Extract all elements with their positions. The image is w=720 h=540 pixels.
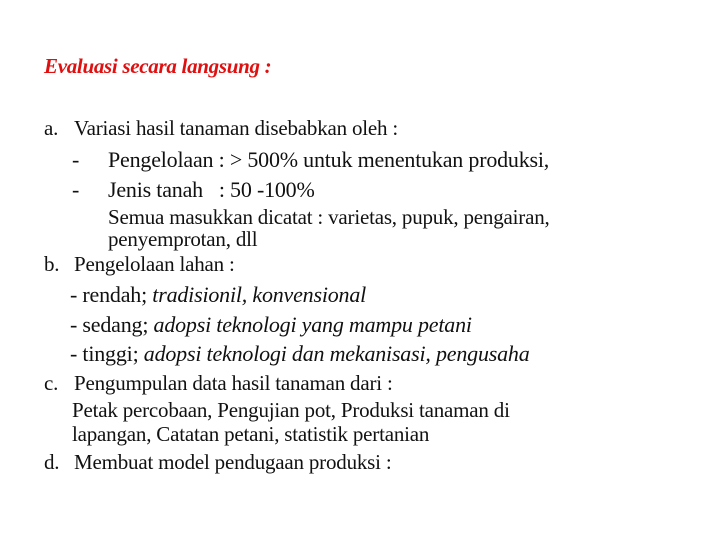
item-a-sub2-dash: - bbox=[72, 177, 80, 202]
item-c-marker: c. bbox=[44, 371, 59, 395]
item-b-medium-desc: adopsi teknologi yang mampu petani bbox=[153, 312, 472, 337]
item-d-marker: d. bbox=[44, 450, 60, 474]
item-b-marker: b. bbox=[44, 252, 60, 276]
item-b-medium-prefix: - sedang; bbox=[70, 312, 154, 337]
item-a-text: Variasi hasil tanaman disebabkan oleh : bbox=[74, 116, 399, 140]
item-a-note-line2: penyemprotan, dll bbox=[108, 227, 258, 251]
item-b-high-prefix: - tinggi; bbox=[70, 341, 144, 366]
item-a-note-line1: Semua masukkan dicatat : varietas, pupuk, pengairan, bbox=[108, 205, 550, 229]
item-a-sub2-text: Jenis tanah : 50 -100% bbox=[108, 177, 315, 202]
item-b-level-medium bbox=[70, 312, 472, 338]
item-d bbox=[44, 450, 391, 475]
item-a-sub1-dash: - bbox=[72, 147, 80, 172]
item-a-sub1 bbox=[72, 147, 549, 173]
item-b-low-prefix: - rendah; bbox=[70, 282, 153, 307]
item-a bbox=[44, 116, 398, 141]
item-c-line2: lapangan, Catatan petani, statistik pertanian bbox=[72, 422, 430, 446]
item-b bbox=[44, 252, 235, 277]
item-a-marker: a. bbox=[44, 116, 59, 140]
item-b-text: Pengelolaan lahan : bbox=[74, 252, 235, 276]
item-c-text: Pengumpulan data hasil tanaman dari : bbox=[74, 371, 393, 395]
item-b-level-low bbox=[70, 282, 366, 308]
item-b-low-desc: tradisionil, konvensional bbox=[152, 282, 367, 307]
item-a-sub1-text: Pengelolaan : > 500% untuk menentukan produksi, bbox=[108, 147, 550, 172]
item-b-high-desc: adopsi teknologi dan mekanisasi, pengusaha bbox=[143, 341, 530, 366]
item-a-sub2 bbox=[72, 177, 315, 203]
slide-title: Evaluasi secara langsung : bbox=[44, 54, 272, 78]
item-d-text: Membuat model pendugaan produksi : bbox=[74, 450, 392, 474]
item-b-level-high bbox=[70, 341, 530, 367]
item-c-line1: Petak percobaan, Pengujian pot, Produksi tanaman di bbox=[72, 398, 510, 422]
item-c bbox=[44, 371, 393, 396]
